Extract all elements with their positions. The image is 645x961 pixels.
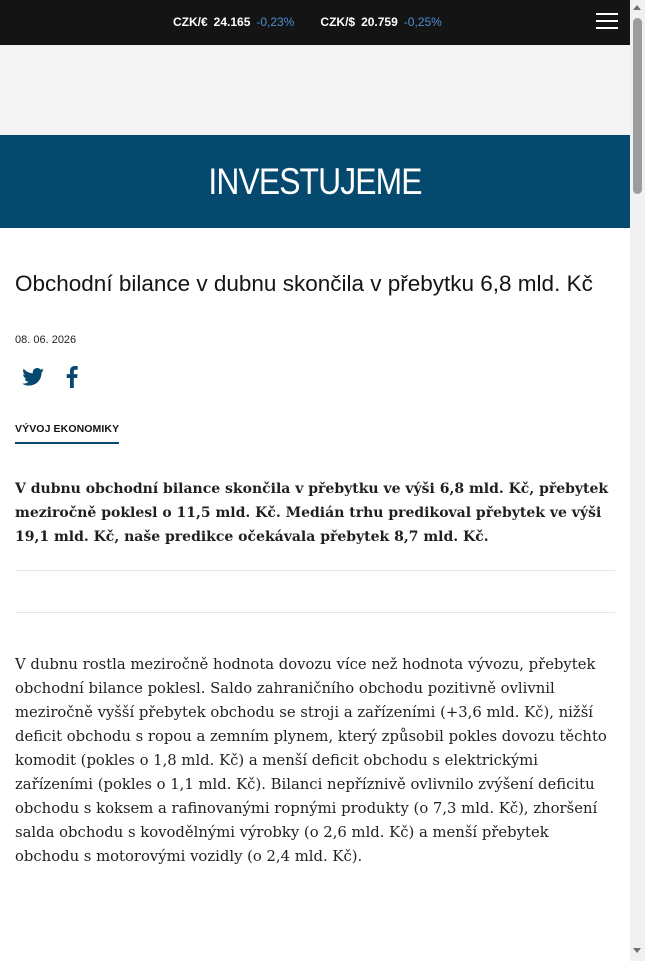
site-logo[interactable]: INVESTUJEME [208,160,422,202]
article-title: Obchodní bilance v dubnu skončila v přebytku 6,8 mld. Kč [15,271,593,296]
exchange-rates [173,15,468,29]
rate-value: 24.165 [213,15,251,29]
share-buttons [15,364,615,390]
twitter-icon[interactable] [22,368,44,386]
article-date: 08. 06. 2026 [15,334,77,346]
divider [15,570,615,571]
article-body: V dubnu rostla meziročně hodnota dovozu více než hodnota vývozu, přebytek obchodní bilance poklesl. Saldo zahraničního obchodu pozitivně ovlivnil meziročně vyšší přebytek obchodu se stroji a zařízeními (+3,6 mld. Kč), nižší deficit obchodu s ropou a zemním plynem, který způsobil pokles dovozu těchto komodit (pokles o 1,8 mld. Kč) a menší deficit obchodu s elektrickými zařízeními (pokles o 1,1 mld. Kč). Bilanci nepříznivě ovlivnilo zvýšení deficitu obchodu s koksem a rafinovanými ropnými produkty (o 7,3 mld. Kč), zhoršení salda obchodu s kovodělnými výrobky (o 2,6 mld. Kč) a menší přebytek obchodu s motorovými vozidly (o 2,4 mld. Kč). [15,656,607,865]
article-lead: V dubnu obchodní bilance skončila v přebytku ve výši 6,8 mld. Kč, přebytek meziročně poklesl o 11,5 mld. Kč. Medián trhu predikoval přebytek ve výši 19,1 mld. Kč, naše predikce očekávala přebytek 8,7 mld. Kč. [15,481,609,545]
scrollbar[interactable] [630,0,645,961]
rate-change: -0,23% [256,15,295,29]
facebook-icon[interactable] [66,366,78,388]
divider [15,612,615,613]
article [15,268,615,869]
rate-pair: CZK/€ [173,15,208,29]
brand-banner [0,135,630,228]
category-link[interactable]: VÝVOJ EKONOMIKY [15,423,119,444]
rate-pair: CZK/$ [320,15,356,29]
rate-value: 20.759 [361,15,398,29]
rate-eur [173,15,294,29]
rate-change: -0,25% [403,15,442,29]
scroll-thumb[interactable] [633,18,642,194]
top-bar [0,0,630,45]
rate-usd [320,15,441,29]
scroll-down-arrow-icon[interactable] [633,948,641,953]
scroll-up-arrow-icon[interactable] [633,5,641,10]
hamburger-menu-icon[interactable] [596,13,618,31]
ad-space [0,45,630,135]
